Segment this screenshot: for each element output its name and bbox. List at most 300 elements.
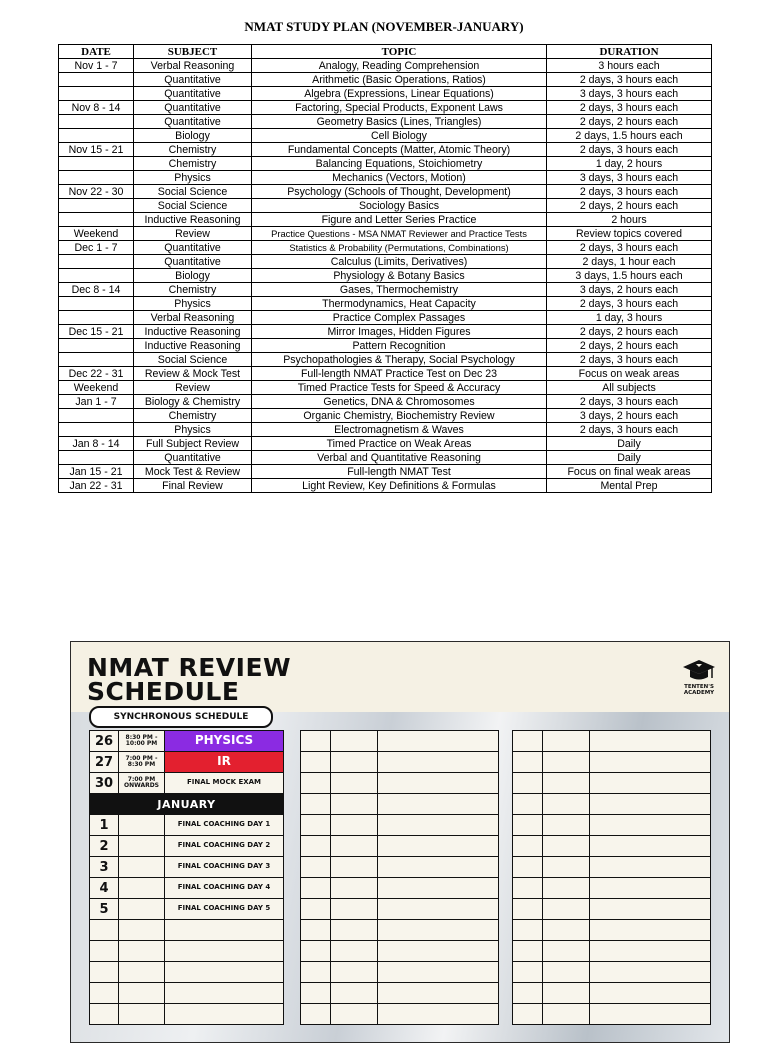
schedule-row <box>90 857 284 878</box>
empty-cell <box>590 983 711 1004</box>
schedule-day <box>90 941 119 962</box>
column-header: TOPIC <box>252 45 547 59</box>
subject-cell: Quantitative <box>134 451 252 465</box>
table-row <box>59 353 712 367</box>
date-cell <box>59 339 134 353</box>
schedule-time: 8:30 PM - 10:00 PM <box>119 731 165 752</box>
empty-cell <box>378 773 499 794</box>
column-header: DATE <box>59 45 134 59</box>
empty-cell <box>543 857 590 878</box>
schedule-grid-empty-2 <box>300 730 499 1025</box>
empty-cell <box>331 857 378 878</box>
graduation-cap-icon <box>682 658 716 684</box>
empty-cell <box>590 899 711 920</box>
table-row <box>59 381 712 395</box>
empty-cell <box>378 794 499 815</box>
subject-cell: Social Science <box>134 185 252 199</box>
topic-cell: Sociology Basics <box>252 199 547 213</box>
date-cell <box>59 353 134 367</box>
duration-cell: 2 days, 3 hours each <box>547 241 712 255</box>
duration-cell: 3 days, 3 hours each <box>547 171 712 185</box>
empty-cell <box>513 962 543 983</box>
schedule-day: 27 <box>90 752 119 773</box>
table-row <box>59 73 712 87</box>
schedule-day: 3 <box>90 857 119 878</box>
empty-cell <box>378 1004 499 1025</box>
empty-schedule-row <box>301 794 499 815</box>
poster-title-line-2: SCHEDULE <box>87 677 240 706</box>
topic-cell: Calculus (Limits, Derivatives) <box>252 255 547 269</box>
topic-cell: Geometry Basics (Lines, Triangles) <box>252 115 547 129</box>
schedule-time <box>119 899 165 920</box>
date-cell <box>59 451 134 465</box>
table-body <box>59 59 712 493</box>
empty-cell <box>301 962 331 983</box>
poster-title-line-1: NMAT REVIEW <box>87 653 292 682</box>
empty-cell <box>513 857 543 878</box>
table-row <box>59 367 712 381</box>
schedule-subject: FINAL MOCK EXAM <box>165 773 284 794</box>
empty-cell <box>301 1004 331 1025</box>
empty-cell <box>331 878 378 899</box>
topic-cell: Arithmetic (Basic Operations, Ratios) <box>252 73 547 87</box>
subject-cell: Chemistry <box>134 143 252 157</box>
empty-cell <box>590 752 711 773</box>
table-row <box>59 269 712 283</box>
study-plan-table <box>58 44 712 493</box>
schedule-subject <box>165 920 284 941</box>
topic-cell: Practice Questions - MSA NMAT Reviewer and Practice Tests <box>252 227 547 241</box>
topic-cell: Timed Practice on Weak Areas <box>252 437 547 451</box>
empty-cell <box>590 920 711 941</box>
table-row <box>59 129 712 143</box>
subject-cell: Biology <box>134 129 252 143</box>
empty-cell <box>378 731 499 752</box>
empty-cell <box>331 836 378 857</box>
schedule-row <box>90 752 284 773</box>
empty-schedule-row <box>90 962 284 983</box>
schedule-time <box>119 941 165 962</box>
empty-cell <box>331 1004 378 1025</box>
date-cell: Dec 8 - 14 <box>59 283 134 297</box>
empty-schedule-row <box>301 983 499 1004</box>
subject-cell: Chemistry <box>134 157 252 171</box>
duration-cell: Focus on weak areas <box>547 367 712 381</box>
schedule-time <box>119 878 165 899</box>
empty-cell <box>378 878 499 899</box>
empty-cell <box>331 731 378 752</box>
empty-cell <box>543 1004 590 1025</box>
date-cell <box>59 423 134 437</box>
schedule-subject: PHYSICS <box>165 731 284 752</box>
date-cell: Nov 1 - 7 <box>59 59 134 73</box>
schedule-subject: FINAL COACHING DAY 3 <box>165 857 284 878</box>
duration-cell: 2 days, 3 hours each <box>547 297 712 311</box>
schedule-time <box>119 1004 165 1025</box>
date-cell: Nov 8 - 14 <box>59 101 134 115</box>
empty-cell <box>331 962 378 983</box>
empty-cell <box>590 731 711 752</box>
empty-cell <box>513 1004 543 1025</box>
empty-cell <box>543 878 590 899</box>
column-header: DURATION <box>547 45 712 59</box>
empty-schedule-row <box>513 920 711 941</box>
subject-cell: Quantitative <box>134 101 252 115</box>
duration-cell: 2 days, 2 hours each <box>547 325 712 339</box>
duration-cell: 2 days, 3 hours each <box>547 185 712 199</box>
table-row <box>59 339 712 353</box>
empty-cell <box>331 899 378 920</box>
empty-cell <box>301 857 331 878</box>
duration-cell: 2 days, 2 hours each <box>547 339 712 353</box>
empty-cell <box>590 962 711 983</box>
empty-schedule-row <box>513 794 711 815</box>
empty-cell <box>590 878 711 899</box>
duration-cell: 2 days, 3 hours each <box>547 353 712 367</box>
schedule-time <box>119 920 165 941</box>
schedule-subject <box>165 983 284 1004</box>
date-cell <box>59 269 134 283</box>
schedule-row <box>90 773 284 794</box>
topic-cell: Statistics & Probability (Permutations, Combinations) <box>252 241 547 255</box>
schedule-row <box>90 899 284 920</box>
subject-cell: Physics <box>134 423 252 437</box>
empty-schedule-row <box>301 731 499 752</box>
schedule-subject <box>165 962 284 983</box>
empty-cell <box>543 962 590 983</box>
subject-cell: Physics <box>134 297 252 311</box>
empty-cell <box>513 983 543 1004</box>
subject-cell: Chemistry <box>134 409 252 423</box>
empty-cell <box>513 899 543 920</box>
empty-cell <box>513 920 543 941</box>
duration-cell: 2 days, 3 hours each <box>547 423 712 437</box>
empty-cell <box>543 920 590 941</box>
topic-cell: Practice Complex Passages <box>252 311 547 325</box>
empty-cell <box>543 752 590 773</box>
empty-cell <box>590 836 711 857</box>
schedule-time <box>119 815 165 836</box>
table-row <box>59 143 712 157</box>
empty-cell <box>590 815 711 836</box>
empty-cell <box>513 773 543 794</box>
schedule-time <box>119 983 165 1004</box>
topic-cell: Fundamental Concepts (Matter, Atomic Theory) <box>252 143 547 157</box>
duration-cell: 3 days, 2 hours each <box>547 283 712 297</box>
subject-cell: Quantitative <box>134 115 252 129</box>
duration-cell: 2 days, 1.5 hours each <box>547 129 712 143</box>
subject-cell: Verbal Reasoning <box>134 311 252 325</box>
empty-cell <box>543 941 590 962</box>
schedule-time: 7:00 PM ONWARDS <box>119 773 165 794</box>
table-row <box>59 171 712 185</box>
empty-cell <box>543 773 590 794</box>
empty-schedule-row <box>301 941 499 962</box>
duration-cell: 3 hours each <box>547 59 712 73</box>
topic-cell: Thermodynamics, Heat Capacity <box>252 297 547 311</box>
date-cell <box>59 157 134 171</box>
schedule-row <box>90 836 284 857</box>
empty-cell <box>543 794 590 815</box>
empty-cell <box>513 878 543 899</box>
empty-cell <box>590 941 711 962</box>
empty-schedule-row <box>90 983 284 1004</box>
month-label: JANUARY <box>90 794 284 815</box>
poster-title <box>87 653 292 706</box>
empty-schedule-row <box>301 962 499 983</box>
empty-schedule-row <box>90 941 284 962</box>
subject-cell: Inductive Reasoning <box>134 213 252 227</box>
empty-cell <box>513 815 543 836</box>
empty-schedule-row <box>301 857 499 878</box>
topic-cell: Full-length NMAT Practice Test on Dec 23 <box>252 367 547 381</box>
table-row <box>59 213 712 227</box>
table-row <box>59 409 712 423</box>
subject-cell: Mock Test & Review <box>134 465 252 479</box>
table-row <box>59 325 712 339</box>
empty-cell <box>543 815 590 836</box>
table-header-row <box>59 45 712 59</box>
empty-cell <box>513 836 543 857</box>
topic-cell: Balancing Equations, Stoichiometry <box>252 157 547 171</box>
date-cell: Jan 15 - 21 <box>59 465 134 479</box>
empty-schedule-row <box>513 836 711 857</box>
schedule-subject: FINAL COACHING DAY 4 <box>165 878 284 899</box>
topic-cell: Mechanics (Vectors, Motion) <box>252 171 547 185</box>
topic-cell: Mirror Images, Hidden Figures <box>252 325 547 339</box>
duration-cell: All subjects <box>547 381 712 395</box>
schedule-time <box>119 857 165 878</box>
empty-cell <box>301 899 331 920</box>
date-cell: Dec 15 - 21 <box>59 325 134 339</box>
empty-cell <box>543 731 590 752</box>
schedule-subject: FINAL COACHING DAY 1 <box>165 815 284 836</box>
empty-cell <box>513 731 543 752</box>
date-cell: Nov 22 - 30 <box>59 185 134 199</box>
date-cell <box>59 409 134 423</box>
empty-schedule-row <box>513 1004 711 1025</box>
empty-cell <box>590 773 711 794</box>
schedule-subject <box>165 941 284 962</box>
subject-cell: Quantitative <box>134 241 252 255</box>
table-row <box>59 311 712 325</box>
empty-cell <box>331 941 378 962</box>
subject-cell: Final Review <box>134 479 252 493</box>
schedule-day <box>90 962 119 983</box>
table-row <box>59 297 712 311</box>
duration-cell: 2 hours <box>547 213 712 227</box>
empty-cell <box>331 920 378 941</box>
date-cell: Jan 22 - 31 <box>59 479 134 493</box>
schedule-grid <box>89 730 284 1025</box>
empty-cell <box>378 899 499 920</box>
schedule-time: 7:00 PM - 8:30 PM <box>119 752 165 773</box>
duration-cell: Daily <box>547 437 712 451</box>
empty-cell <box>543 899 590 920</box>
date-cell <box>59 129 134 143</box>
schedule-day: 26 <box>90 731 119 752</box>
empty-schedule-row <box>513 752 711 773</box>
empty-schedule-row <box>513 983 711 1004</box>
logo-text-line-2: ACADEMY <box>683 690 715 696</box>
duration-cell: 2 days, 3 hours each <box>547 73 712 87</box>
date-cell <box>59 213 134 227</box>
topic-cell: Timed Practice Tests for Speed & Accuracy <box>252 381 547 395</box>
schedule-subject <box>165 1004 284 1025</box>
topic-cell: Full-length NMAT Test <box>252 465 547 479</box>
schedule-time <box>119 962 165 983</box>
topic-cell: Cell Biology <box>252 129 547 143</box>
subject-cell: Full Subject Review <box>134 437 252 451</box>
topic-cell: Figure and Letter Series Practice <box>252 213 547 227</box>
table-row <box>59 157 712 171</box>
topic-cell: Electromagnetism & Waves <box>252 423 547 437</box>
empty-schedule-row <box>513 815 711 836</box>
date-cell <box>59 73 134 87</box>
empty-schedule-row <box>513 941 711 962</box>
date-cell: Nov 15 - 21 <box>59 143 134 157</box>
date-cell <box>59 87 134 101</box>
topic-cell: Verbal and Quantitative Reasoning <box>252 451 547 465</box>
date-cell <box>59 297 134 311</box>
duration-cell: 2 days, 1 hour each <box>547 255 712 269</box>
empty-cell <box>513 752 543 773</box>
subject-cell: Inductive Reasoning <box>134 339 252 353</box>
empty-cell <box>590 1004 711 1025</box>
empty-cell <box>331 815 378 836</box>
empty-cell <box>301 731 331 752</box>
empty-cell <box>378 857 499 878</box>
schedule-row <box>90 815 284 836</box>
duration-cell: Daily <box>547 451 712 465</box>
empty-cell <box>378 920 499 941</box>
empty-cell <box>301 941 331 962</box>
table-row <box>59 423 712 437</box>
empty-schedule-row <box>301 815 499 836</box>
subject-cell: Biology <box>134 269 252 283</box>
empty-cell <box>301 773 331 794</box>
logo-text-line-1: TENTEN'S <box>684 684 714 690</box>
academy-logo <box>679 658 719 696</box>
subject-cell: Quantitative <box>134 87 252 101</box>
empty-schedule-row <box>301 1004 499 1025</box>
schedule-row <box>90 878 284 899</box>
date-cell <box>59 199 134 213</box>
topic-cell: Genetics, DNA & Chromosomes <box>252 395 547 409</box>
subject-cell: Social Science <box>134 199 252 213</box>
schedule-day: 4 <box>90 878 119 899</box>
date-cell: Dec 1 - 7 <box>59 241 134 255</box>
table-row <box>59 227 712 241</box>
empty-cell <box>378 962 499 983</box>
empty-cell <box>543 983 590 1004</box>
empty-cell <box>301 794 331 815</box>
table-row <box>59 479 712 493</box>
table-row <box>59 115 712 129</box>
empty-cell <box>513 941 543 962</box>
empty-schedule-row <box>301 752 499 773</box>
duration-cell: 2 days, 3 hours each <box>547 101 712 115</box>
table-row <box>59 87 712 101</box>
date-cell <box>59 171 134 185</box>
duration-cell: 1 day, 2 hours <box>547 157 712 171</box>
empty-schedule-row <box>301 878 499 899</box>
column-header: SUBJECT <box>134 45 252 59</box>
subject-cell: Quantitative <box>134 73 252 87</box>
schedule-day <box>90 1004 119 1025</box>
empty-cell <box>331 752 378 773</box>
subject-cell: Review <box>134 227 252 241</box>
empty-cell <box>378 836 499 857</box>
empty-cell <box>378 815 499 836</box>
topic-cell: Psychopathologies & Therapy, Social Psychology <box>252 353 547 367</box>
subject-cell: Physics <box>134 171 252 185</box>
table-row <box>59 185 712 199</box>
empty-schedule-row <box>90 920 284 941</box>
duration-cell: 2 days, 2 hours each <box>547 199 712 213</box>
duration-cell: 3 days, 3 hours each <box>547 87 712 101</box>
empty-cell <box>590 857 711 878</box>
duration-cell: 2 days, 2 hours each <box>547 115 712 129</box>
empty-schedule-row <box>513 773 711 794</box>
table-row <box>59 437 712 451</box>
duration-cell: Review topics covered <box>547 227 712 241</box>
duration-cell: Focus on final weak areas <box>547 465 712 479</box>
empty-cell <box>513 794 543 815</box>
topic-cell: Physiology & Botany Basics <box>252 269 547 283</box>
table-row <box>59 395 712 409</box>
schedule-day <box>90 983 119 1004</box>
duration-cell: 1 day, 3 hours <box>547 311 712 325</box>
table-row <box>59 101 712 115</box>
empty-cell <box>301 836 331 857</box>
subject-cell: Social Science <box>134 353 252 367</box>
empty-cell <box>331 773 378 794</box>
duration-cell: 3 days, 1.5 hours each <box>547 269 712 283</box>
review-schedule-poster <box>70 641 730 1043</box>
date-cell: Dec 22 - 31 <box>59 367 134 381</box>
duration-cell: 2 days, 3 hours each <box>547 395 712 409</box>
empty-cell <box>301 752 331 773</box>
subject-cell: Verbal Reasoning <box>134 59 252 73</box>
date-cell <box>59 311 134 325</box>
schedule-time <box>119 836 165 857</box>
empty-cell <box>301 878 331 899</box>
empty-cell <box>331 983 378 1004</box>
subject-cell: Review & Mock Test <box>134 367 252 381</box>
duration-cell: 3 days, 2 hours each <box>547 409 712 423</box>
schedule-subject: FINAL COACHING DAY 2 <box>165 836 284 857</box>
empty-schedule-row <box>301 836 499 857</box>
empty-cell <box>301 920 331 941</box>
schedule-day: 30 <box>90 773 119 794</box>
table-row <box>59 59 712 73</box>
empty-schedule-row <box>513 857 711 878</box>
table-row <box>59 255 712 269</box>
empty-schedule-row <box>513 899 711 920</box>
schedule-grid-empty-3 <box>512 730 711 1025</box>
empty-cell <box>378 752 499 773</box>
date-cell: Jan 8 - 14 <box>59 437 134 451</box>
schedule-day: 5 <box>90 899 119 920</box>
table-row <box>59 451 712 465</box>
empty-cell <box>301 983 331 1004</box>
schedule-day <box>90 920 119 941</box>
empty-cell <box>378 941 499 962</box>
empty-schedule-row <box>301 773 499 794</box>
empty-cell <box>590 794 711 815</box>
topic-cell: Gases, Thermochemistry <box>252 283 547 297</box>
